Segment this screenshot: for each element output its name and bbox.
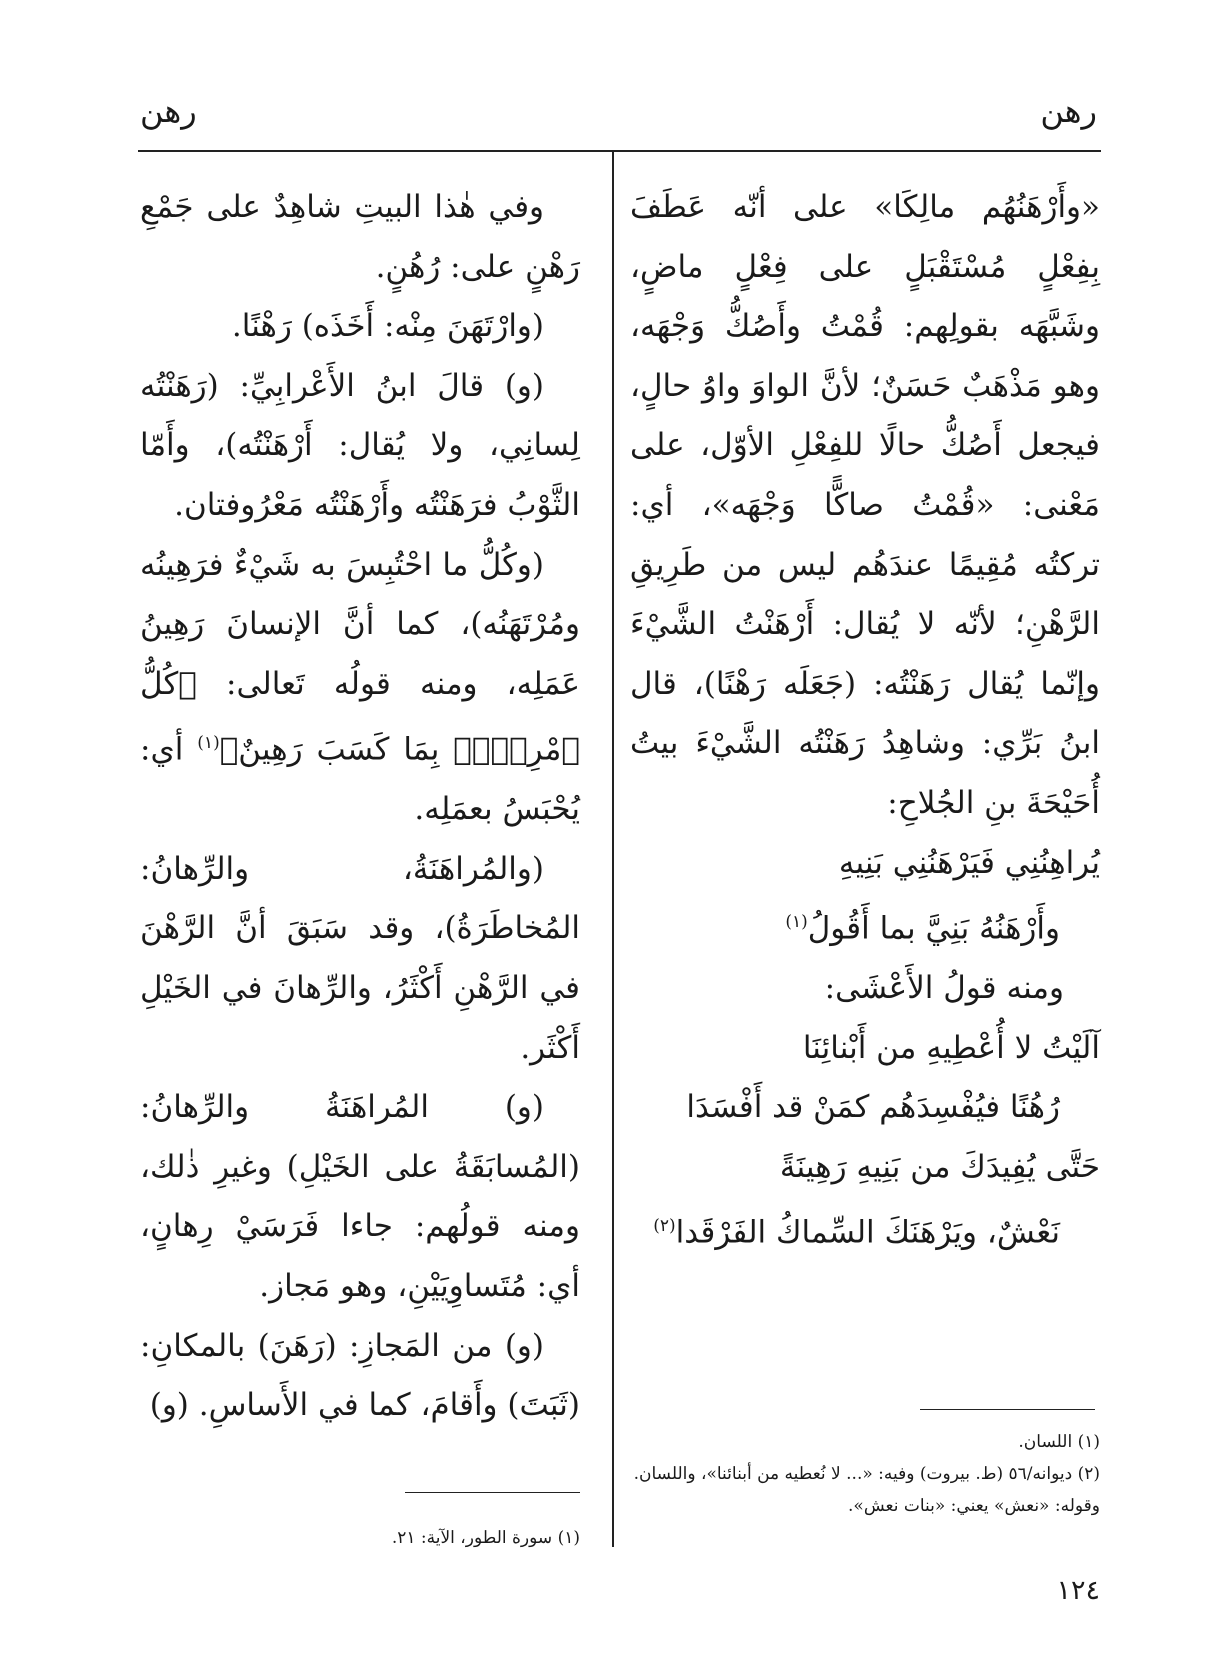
footnotes-right	[630, 1426, 1100, 1522]
left-column	[140, 178, 580, 1436]
running-head-right: رهن	[1040, 92, 1097, 130]
paragraph: (و) قالَ ابنُ الأَعْرابِيِّ: (رَهَنْتُه لِسانِي، ولا يُقال: أَرْهَنْتُه)، وأَمّا الثَّوْبُ فرَهَنْتُه وأَرْهَنْتُه مَعْرُوفتان.	[140, 367, 580, 523]
page-number: ١٢٤	[1056, 1575, 1100, 1606]
verse-line: حَتَّى يُفِيدَكَ من بَنِيهِ رَهِينَةً	[779, 1148, 1100, 1185]
footnote-marker: (١)	[785, 912, 808, 933]
footnote-rule-right	[920, 1409, 1095, 1410]
verse-line: آلَيْتُ لا أُعْطِيهِ من أَبْنائِنَا	[802, 1029, 1100, 1066]
footnote: (١) اللسان.	[1018, 1432, 1100, 1452]
paragraph: (وارْتَهَنَ مِنْه: أَخَذَه) رَهْنًا.	[231, 308, 544, 345]
verse-line: رُهُنًا فيُفْسِدَهُم كمَنْ قد أَفْسَدَا	[686, 1089, 1060, 1126]
verse-line: يُراهِنُنِي فَيَرْهَنُنِي بَنِيهِ	[838, 844, 1100, 881]
verse-line	[630, 893, 1100, 959]
paragraph-text: (وكُلُّ ما احْتُبِسَ به شَيْءٌ فرَهِينُه ومُرْتَهَنُه)، كما أنَّ الإنسانَ رَهِينُ عَمَلِه، ومنه قولُه تَعالى: ﴿كُلُّ ٱمْرِيِٕۭ بِمَا كَسَبَ رَهِينٌ﴾	[140, 546, 580, 768]
running-head-left: رهن	[140, 92, 197, 130]
paragraph: (و) من المَجازِ: (رَهَنَ) بالمكانِ: (ثَبَتَ) وأَقامَ، كما في الأَساسِ. (و)	[140, 1327, 580, 1424]
header-rule	[138, 150, 1101, 152]
footnote: (٢) ديوانه/٥٦ (ط. بيروت) وفيه: «... لا نُعطيه من أبنائنا»، واللسان. وقوله: «نعش» يعني: «بنات نعش».	[633, 1464, 1100, 1516]
paragraph: (و) المُراهَنَةُ والرِّهانُ: (المُسابَقَةُ على الخَيْلِ) وغيرِ ذٰلك، ومنه قولُهم: جاءا فَرَسَيْ رِهانٍ، أي: مُتَساوِيَيْنِ، وهو مَجاز.	[140, 1089, 580, 1305]
paragraph: «وأَرْهَنُهُم مالِكَا» على أنّه عَطَفَ بِفِعْلٍ مُسْتَقْبَلٍ على فِعْلٍ ماضٍ، وشَبَّهَه بقولِهم: قُمْتُ وأَصُكُّ وَجْهَه، وهو مَذْهَبٌ حَسَنٌ؛ لأنَّ الواوَ واوُ حالٍ، فيجعل أَصُكُّ حالًا للفِعْلِ الأوّل، على مَعْنى: «قُمْتُ صاكًّا وَجْهَه»، أي: تركتُه مُقِيمًا عندَهُم ليس من طَرِيقِ الرَّهْنِ؛ لأنّه لا يُقال: أَرْهَنْتُ الشَّيْءَ وإنّما يُقال رَهَنْتُه: (جَعَلَه رَهْنًا)، قال ابنُ بَرِّي: وشاهِدُ رَهَنْتُه الشَّيْءَ بيتُ أُحَيْحَةَ بنِ الجُلاحِ:	[630, 189, 1100, 821]
paragraph	[140, 536, 580, 840]
footnote: (١) سورة الطور، الآية: ٢١.	[391, 1528, 580, 1548]
footnotes-left	[140, 1522, 580, 1554]
footnote-marker: (١)	[197, 733, 220, 754]
column-divider	[612, 152, 614, 1547]
paragraph: ومنه قولُ الأَعْشَى:	[824, 970, 1064, 1007]
right-column	[630, 178, 1100, 1263]
footnote-marker: (٢)	[653, 1216, 676, 1237]
verse-text: نَعْشٌ، ويَرْهَنَكَ السِّماكُ الفَرْقَدا	[675, 1214, 1060, 1251]
paragraph-text: أي: يُحْبَسُ بعمَلِه.	[140, 731, 580, 828]
paragraph: (والمُراهَنَةُ، والرِّهانُ: المُخاطَرَةُ)، وقد سَبَقَ أنَّ الرَّهْنَ في الرَّهْنِ أَكْثَرُ، والرِّهانَ في الخَيْلِ أَكْثَر.	[140, 850, 580, 1066]
verse-text: وأَرْهَنُهُ بَنِيَّ بما أَقُولُ	[807, 910, 1060, 947]
footnote-rule-left	[405, 1492, 580, 1493]
verse-line	[630, 1197, 1100, 1263]
paragraph: وفي هٰذا البيتِ شاهِدٌ على جَمْعِ رَهْنٍ على: رُهُنٍ.	[140, 189, 580, 285]
